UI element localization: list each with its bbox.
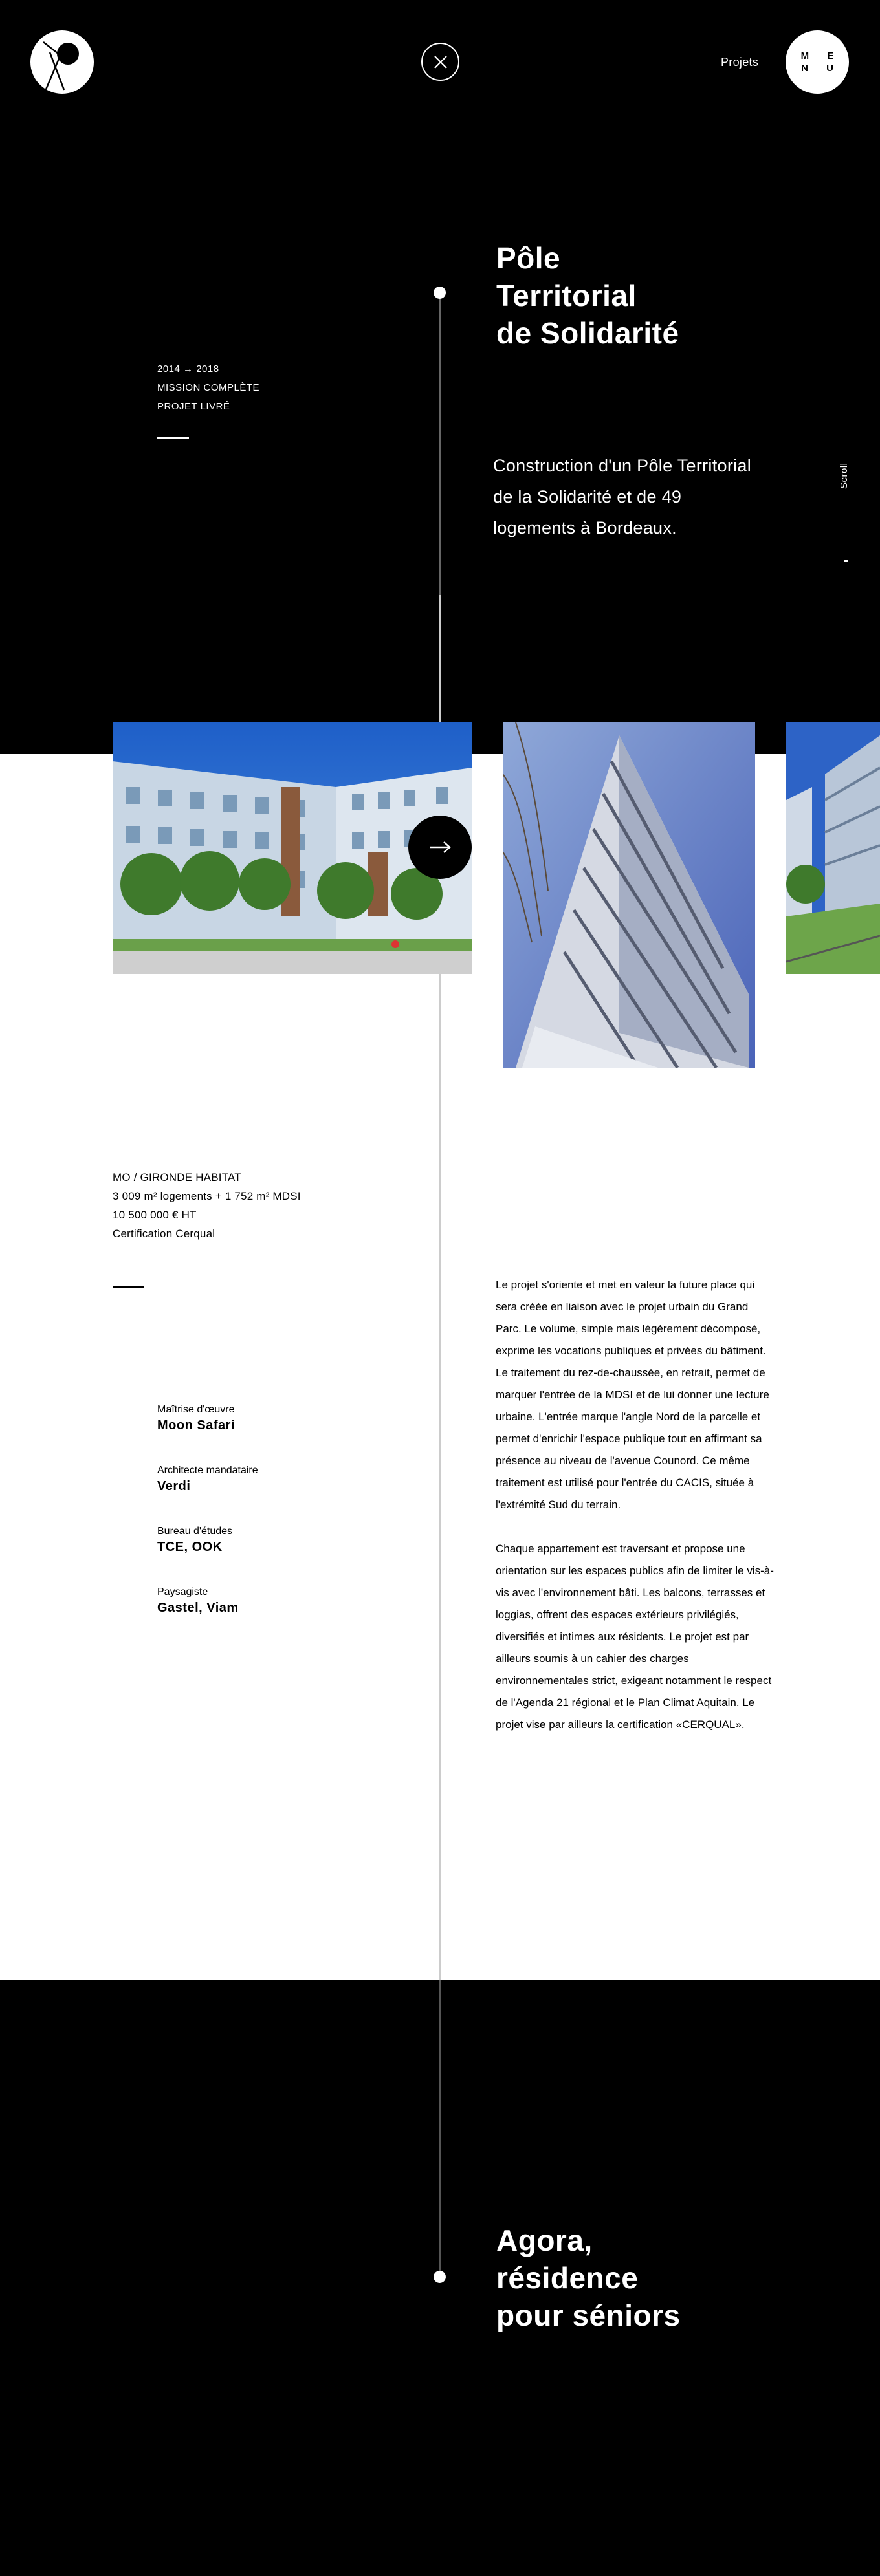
credit-item: [157, 1464, 258, 1495]
arrow-right-icon: [428, 841, 452, 854]
credit-item: [157, 1403, 258, 1434]
credit-role: Paysagiste: [157, 1586, 208, 1597]
credit-role: Bureau d'études: [157, 1526, 233, 1537]
project-photo-3[interactable]: [786, 722, 880, 974]
description-paragraph: Chaque appartement est traversant et propose une orientation sur les espaces publics afin de limiter le vis-à-vis avec l'environnement bâti. Les balcons, terrasses et loggias, offrent des espaces extérieurs privilégiés, diversifiés et intimes aux résidents. Le projet est par ailleurs soumis à un cahier des charges environnementales strict, exigeant notamment le respect de l'Agenda 21 régional et le Plan Climat Aquitain. Le projet vise par ailleurs la certification «CERQUAL».: [496, 1542, 774, 1731]
credits-list: [157, 1403, 258, 1647]
credit-item: [157, 1525, 258, 1556]
detail-mo: MO / GIRONDE HABITAT: [113, 1171, 241, 1184]
description-paragraph: Le projet s'oriente et met en valeur la future place qui sera créée en liaison avec le projet urbain du Grand Parc. Le volume, simple mais légèrement décomposé, exprime les vocations publiques et privées du bâtiment. Le traitement du rez-de-chaussée, en retrait, permet de marquer l'entrée de la MDSI et de lui donner une lecture urbaine. L'entrée marque l'angle Nord de la parcelle et permet d'enrichir l'espace publique tout en affirmant sa présence au niveau de l'avenue Counord. Ce même traitement est utilisé pour l'entrée du CACIS, située à l'extrémité Sud du terrain.: [496, 1279, 769, 1511]
next-project-title[interactable]: [496, 2222, 681, 2334]
project-title-line: de Solidarité: [496, 316, 679, 350]
divider: [113, 1286, 144, 1288]
project-years: 2014 → 2018: [157, 363, 219, 374]
credit-role: Architecte mandataire: [157, 1465, 258, 1476]
project-status: PROJET LIVRÉ: [157, 401, 230, 412]
timeline-line-footer: [439, 1980, 441, 2278]
credit-role: Maîtrise d'œuvre: [157, 1404, 235, 1415]
project-title-line: Territorial: [496, 279, 637, 312]
credit-name: Moon Safari: [157, 1418, 235, 1433]
credit-name: TCE, OOK: [157, 1540, 223, 1554]
project-lead: Construction d'un Pôle Territorial de la Solidarité et de 49 logements à Bordeaux.: [493, 456, 752, 537]
next-slide-button[interactable]: [408, 816, 472, 879]
close-icon: [434, 55, 448, 69]
close-button[interactable]: [421, 43, 459, 81]
logo[interactable]: [30, 30, 94, 94]
next-project-title-line: Agora,: [496, 2224, 593, 2257]
credit-name: Gastel, Viam: [157, 1601, 239, 1615]
scroll-label[interactable]: Scroll: [839, 462, 850, 489]
project-meta: [157, 360, 259, 416]
menu-button[interactable]: [786, 30, 849, 94]
next-project-title-line: pour séniors: [496, 2299, 681, 2332]
timeline-dot-next: [434, 2271, 446, 2283]
credit-item: [157, 1586, 258, 1617]
detail-certification: Certification Cerqual: [113, 1228, 215, 1240]
divider: [157, 437, 189, 439]
menu-label-line-1: M E: [800, 50, 842, 61]
project-details: [113, 1168, 301, 1243]
building-photo-icon: [786, 722, 880, 974]
nav-projets-link[interactable]: Projets: [721, 56, 759, 69]
detail-surface: 3 009 m² logements + 1 752 m² MDSI: [113, 1190, 301, 1202]
project-description: [496, 1274, 774, 1758]
project-title-line: Pôle: [496, 241, 561, 275]
credit-name: Verdi: [157, 1479, 191, 1493]
sputnik-logo-icon: [30, 30, 94, 94]
scroll-indicator: [844, 560, 848, 562]
detail-budget: 10 500 000 € HT: [113, 1209, 197, 1221]
menu-label-line-2: N U: [801, 63, 841, 74]
timeline-line-hero: [439, 295, 441, 595]
project-mission: MISSION COMPLÈTE: [157, 382, 260, 393]
project-photo-2[interactable]: [503, 722, 755, 1068]
next-project-title-line: résidence: [496, 2261, 639, 2295]
project-title: [496, 239, 679, 352]
timeline-dot: [434, 287, 446, 299]
building-corner-photo-icon: [503, 722, 755, 1068]
